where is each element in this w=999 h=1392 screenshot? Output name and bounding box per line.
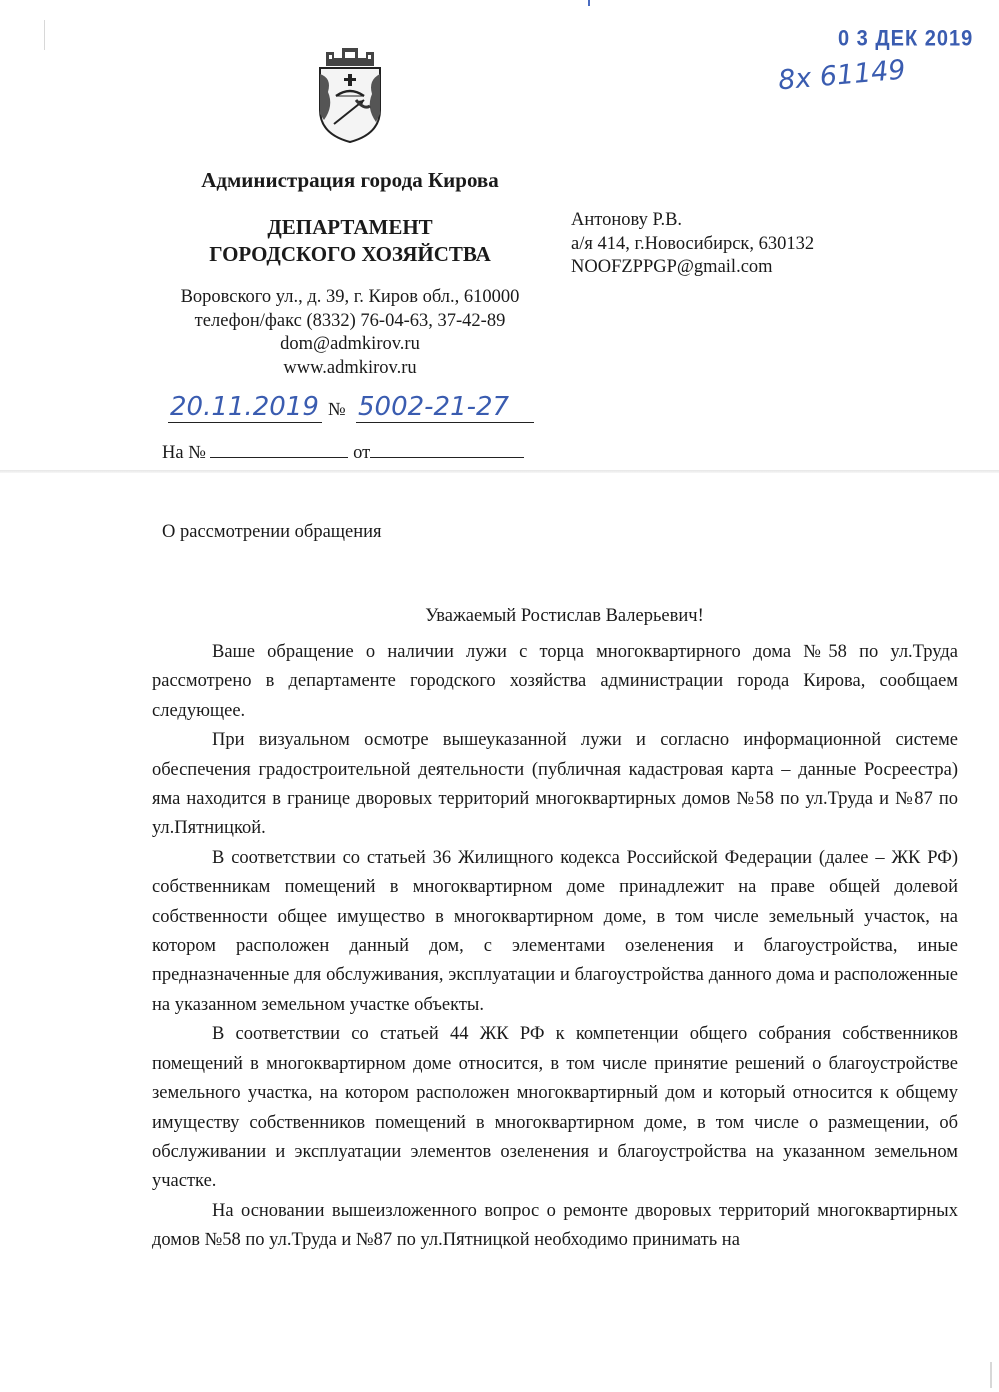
reference-date-blank — [370, 441, 524, 458]
organization-name: Администрация города Кирова — [201, 168, 499, 192]
reference-prefix: На № — [162, 443, 206, 463]
body-paragraph: В соответствии со статьей 36 Жилищного кодекса Российской Федерации (далее – ЖК РФ) собственникам помещений в многоквартирном доме принадлежит на праве общей долевой собственности общее имущество в многоквартирном доме, в том числе земельный участок, на котором расположен данный дом, с элементами озеленения и благоустройства, иные предназначенные для обслуживания, эксплуатации и благоустройства данного дома и расположенные на указанном земельном участке объекты. — [152, 847, 958, 1015]
salutation: Уважаемый Ростислав Валерьевич! — [425, 606, 704, 626]
department-line-1: ДЕПАРТАМЕНТ — [267, 215, 433, 239]
received-number-handwritten: 8х 61149 — [776, 54, 907, 97]
body-paragraph: Ваше обращение о наличии лужи с торца многоквартирного дома №58 по ул.Труда рассмотрено в департаменте городского хозяйства администрации города Кирова, сообщаем следующее. — [152, 642, 958, 721]
registration-number-underline — [356, 422, 534, 423]
body-paragraph: На основании вышеизложенного вопрос о ремонте дворовых территорий многоквартирных домов №58 по ул.Труда и №87 по ул.Пятницкой необходимо принимать на — [152, 1200, 958, 1251]
registration-date-underline — [168, 422, 322, 423]
department-line-2: ГОРОДСКОГО ХОЗЯЙСТВА — [209, 242, 491, 266]
sender-email: dom@admkirov.ru — [280, 334, 420, 354]
body-paragraph: В соответствии со статьей 44 ЖК РФ к компетенции общего собрания собственников помещений в многоквартирном доме относится, в том числе принятие решений о благоустройстве земельного участка, на котором расположен многоквартирный дом и который относится к общему имуществу собственников помещений в многоквартирном доме, в том числе о размещении, об обслуживании и эксплуатации элементов озеленения и благоустройства на указанном земельном участке. — [152, 1024, 958, 1192]
received-date-stamp: 0 3 ДЕК 2019 — [838, 26, 974, 52]
reference-number-blank — [210, 441, 348, 458]
paper-fold-line — [0, 470, 999, 473]
sender-street-address: Воровского ул., д. 39, г. Киров обл., 610000 — [180, 287, 520, 307]
registration-date: 20.11.2019 — [170, 392, 319, 422]
sender-phone-fax: телефон/факс (8332) 76-04-63, 37-42-89 — [194, 310, 506, 331]
reference-line — [162, 441, 524, 464]
sender-address-block — [145, 286, 555, 380]
registration-number-sign: № — [328, 400, 346, 420]
registration-number: 5002-21-27 — [358, 392, 510, 422]
scan-edge-mark — [990, 1362, 992, 1388]
scan-edge-mark — [588, 0, 590, 6]
recipient-name: Антонову Р.В. — [571, 210, 683, 230]
recipient-email: NOOFZPPGP@gmail.com — [571, 257, 773, 277]
reference-middle: от — [353, 443, 371, 463]
coat-of-arms-icon — [312, 44, 388, 144]
recipient-block — [571, 209, 814, 280]
letter-body — [152, 638, 958, 1256]
letter-subject: О рассмотрении обращения — [162, 522, 382, 542]
body-paragraph: При визуальном осмотре вышеуказанной лужи и согласно информационной системе обеспечения градостроительной деятельности (публичная кадастровая карта – данные Росреестра) яма находится в границе дворовых территорий многоквартирных домов №58 по ул.Труда и №87 по ул.Пятницкой. — [152, 730, 958, 839]
department-name — [160, 214, 540, 268]
recipient-address: а/я 414, г.Новосибирск, 630132 — [571, 233, 815, 254]
scan-edge-mark — [44, 20, 45, 50]
sender-website: www.admkirov.ru — [283, 357, 417, 378]
